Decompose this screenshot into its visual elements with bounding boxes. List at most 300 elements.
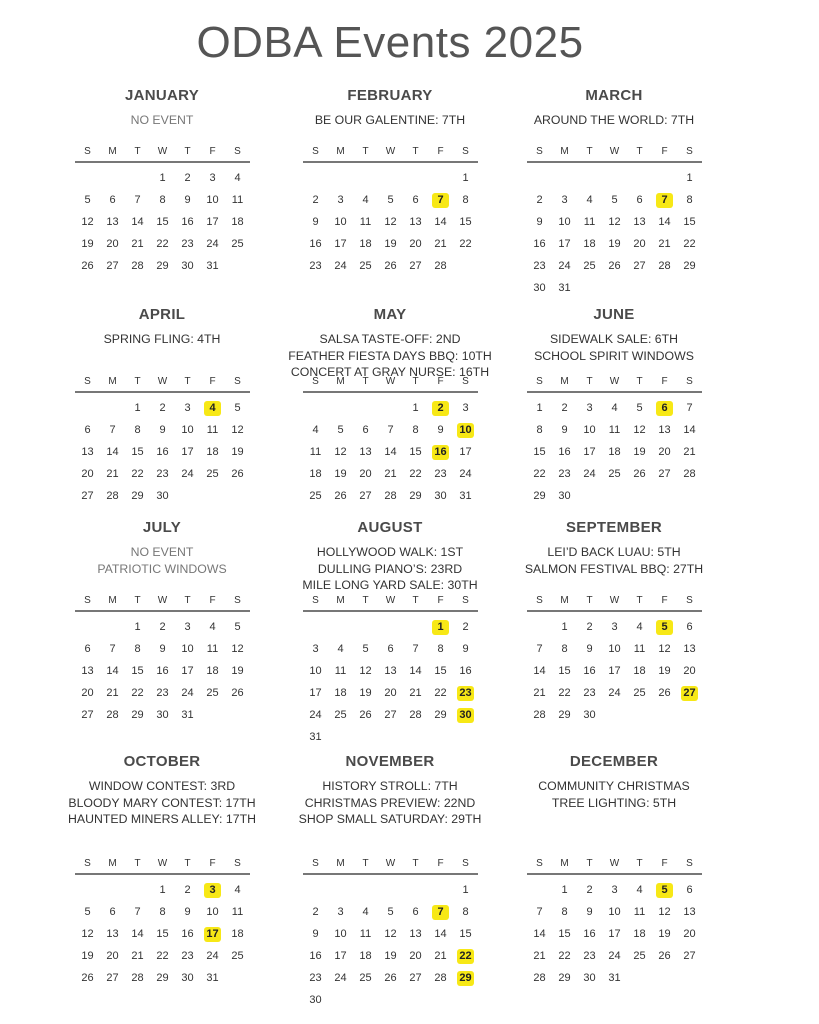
weekday-label: F [437, 376, 444, 387]
day-cell: 4 [234, 883, 241, 896]
day-cell: 6 [412, 193, 419, 206]
day-cell: 25 [334, 708, 347, 721]
day-cell: 4 [586, 193, 593, 206]
day-cell: 24 [334, 259, 347, 272]
day-cell: 15 [459, 927, 472, 940]
day-cell: 4 [312, 423, 319, 436]
day-cell: 4 [362, 905, 369, 918]
weekday-header [303, 144, 478, 160]
weekday-label: M [560, 376, 569, 387]
day-cell: 21 [533, 686, 546, 699]
day-cell: 15 [131, 664, 144, 677]
page-title: ODBA Events 2025 [196, 18, 584, 67]
day-cell: 25 [359, 971, 372, 984]
day-cell: 7 [109, 642, 116, 655]
empty-cell [125, 879, 150, 901]
weekday-header [75, 144, 250, 160]
day-cell: 17 [206, 215, 219, 228]
day-cell: 23 [156, 467, 169, 480]
day-cell: 24 [206, 949, 219, 962]
day-cell: 28 [131, 971, 144, 984]
day-cell: 6 [636, 193, 643, 206]
month-name: JULY [142, 519, 182, 536]
day-cell: 29 [434, 708, 447, 721]
empty-cell [353, 167, 378, 189]
day-cell: 4 [234, 171, 241, 184]
day-cell: 17 [181, 664, 194, 677]
month-events [276, 112, 504, 129]
day-cell: 12 [633, 423, 646, 436]
day-cell: 19 [633, 445, 646, 458]
day-cell: 19 [608, 237, 621, 250]
weekday-label: T [184, 595, 191, 606]
event-day-highlight: 22 [457, 949, 474, 964]
day-cell: 28 [131, 259, 144, 272]
day-cell: 17 [459, 445, 472, 458]
day-cell: 18 [206, 445, 219, 458]
weekday-header [303, 856, 478, 872]
event-day [652, 189, 677, 211]
weekday-label: F [209, 146, 216, 157]
day-cell: 20 [106, 237, 119, 250]
day-cell: 12 [608, 215, 621, 228]
day-cell: 27 [658, 467, 671, 480]
day-cell: 22 [459, 237, 472, 250]
day-cell: 31 [309, 730, 322, 743]
day-cell: 26 [231, 467, 244, 480]
day-cell: 20 [106, 949, 119, 962]
month-name: APRIL [138, 306, 186, 323]
weekday-label: T [362, 595, 369, 606]
day-cell: 28 [533, 708, 546, 721]
day-cell: 2 [184, 171, 191, 184]
day-cell: 9 [312, 927, 319, 940]
day-cell: 31 [181, 708, 194, 721]
day-cell: 29 [558, 708, 571, 721]
month-day-grid [303, 593, 478, 748]
day-cell: 26 [81, 971, 94, 984]
day-cell: 23 [583, 949, 596, 962]
day-cell: 6 [109, 193, 116, 206]
day-cell: 18 [309, 467, 322, 480]
event-line: CONCERT AT GRAY NURSE: 16TH [290, 365, 490, 379]
weekday-label: T [362, 146, 369, 157]
day-cell: 9 [184, 905, 191, 918]
weekday-label: S [312, 376, 319, 387]
day-cell: 1 [134, 620, 141, 633]
day-cell: 1 [159, 883, 166, 896]
day-cell: 19 [231, 664, 244, 677]
day-cell: 10 [608, 905, 621, 918]
day-cell: 3 [184, 401, 191, 414]
day-cell: 6 [84, 642, 91, 655]
month-events [500, 778, 728, 811]
day-cell: 28 [106, 708, 119, 721]
day-cell: 17 [309, 686, 322, 699]
day-cell: 5 [387, 193, 394, 206]
day-cell: 28 [434, 971, 447, 984]
day-cell: 25 [633, 949, 646, 962]
weekday-header [303, 593, 478, 609]
day-cell: 10 [558, 215, 571, 228]
weekday-label: S [536, 858, 543, 869]
event-day [453, 704, 478, 726]
event-line: COMMUNITY CHRISTMAS [538, 779, 690, 793]
day-cell: 21 [131, 237, 144, 250]
day-cell: 8 [686, 193, 693, 206]
day-cell: 24 [583, 467, 596, 480]
day-cell: 29 [683, 259, 696, 272]
empty-cell [378, 167, 403, 189]
day-cell: 14 [434, 215, 447, 228]
day-cell: 28 [106, 489, 119, 502]
day-cell: 14 [106, 445, 119, 458]
day-cell: 21 [106, 686, 119, 699]
day-cell: 6 [686, 620, 693, 633]
weekday-label: T [184, 146, 191, 157]
day-cell: 21 [533, 949, 546, 962]
weekday-label: T [412, 858, 419, 869]
day-cell: 31 [459, 489, 472, 502]
day-cell: 20 [384, 686, 397, 699]
event-line: HISTORY STROLL: 7TH [322, 779, 458, 793]
day-cell: 1 [462, 883, 469, 896]
weekday-label: F [661, 595, 668, 606]
day-cell: 28 [434, 259, 447, 272]
day-cell: 17 [558, 237, 571, 250]
day-cell: 22 [409, 467, 422, 480]
day-cell: 27 [106, 259, 119, 272]
empty-cell [378, 879, 403, 901]
month-events [48, 112, 276, 129]
day-cell: 27 [409, 971, 422, 984]
day-cell: 7 [109, 423, 116, 436]
day-cell: 14 [533, 927, 546, 940]
weekday-label: W [385, 595, 396, 606]
day-cell: 12 [384, 927, 397, 940]
day-cell: 2 [184, 883, 191, 896]
empty-cell [353, 397, 378, 419]
day-cell: 13 [81, 664, 94, 677]
day-cell: 11 [231, 193, 244, 206]
empty-cell [303, 616, 328, 638]
day-cell: 21 [434, 237, 447, 250]
day-cell: 26 [384, 259, 397, 272]
event-day [428, 441, 453, 463]
month-events [500, 544, 728, 577]
day-cell: 3 [184, 620, 191, 633]
day-cell: 7 [134, 905, 141, 918]
day-cell: 13 [633, 215, 646, 228]
day-cell: 11 [231, 905, 244, 918]
day-cell: 8 [134, 642, 141, 655]
day-cell: 27 [384, 708, 397, 721]
day-cell: 14 [131, 927, 144, 940]
weekday-label: M [336, 146, 345, 157]
weekday-label: S [686, 858, 693, 869]
empty-cell [303, 397, 328, 419]
day-cell: 13 [683, 642, 696, 655]
day-cell: 31 [558, 281, 571, 294]
day-cell: 10 [206, 193, 219, 206]
event-day [428, 397, 453, 419]
event-day-highlight: 16 [432, 445, 449, 460]
day-cell: 23 [309, 259, 322, 272]
day-cell: 3 [209, 171, 216, 184]
day-cell: 2 [159, 401, 166, 414]
weekday-label: S [312, 146, 319, 157]
day-cell: 16 [309, 237, 322, 250]
day-cell: 7 [134, 193, 141, 206]
header-divider [303, 873, 478, 875]
day-cell: 29 [409, 489, 422, 502]
weekday-label: F [209, 595, 216, 606]
event-day-highlight: 5 [656, 620, 673, 635]
day-cell: 22 [131, 686, 144, 699]
day-cell: 1 [561, 883, 568, 896]
day-cell: 12 [658, 642, 671, 655]
weekday-label: T [134, 146, 141, 157]
day-cell: 19 [334, 467, 347, 480]
day-cell: 20 [359, 467, 372, 480]
day-cell: 25 [608, 467, 621, 480]
event-day-highlight: 4 [204, 401, 221, 416]
weekday-label: M [108, 146, 117, 157]
weekday-label: M [336, 376, 345, 387]
weekday-label: T [586, 146, 593, 157]
day-cell: 28 [683, 467, 696, 480]
empty-cell [100, 397, 125, 419]
weekday-label: S [536, 146, 543, 157]
day-cell: 18 [206, 664, 219, 677]
event-line: SALSA TASTE-OFF: 2ND [319, 332, 461, 346]
day-cell: 5 [611, 193, 618, 206]
weekday-label: S [84, 146, 91, 157]
empty-cell [353, 879, 378, 901]
day-cell: 30 [558, 489, 571, 502]
day-cell: 28 [384, 489, 397, 502]
day-cell: 16 [156, 445, 169, 458]
weekday-label: T [636, 595, 643, 606]
day-cell: 13 [106, 927, 119, 940]
day-cell: 26 [658, 949, 671, 962]
day-cell: 5 [636, 401, 643, 414]
day-cell: 14 [409, 664, 422, 677]
day-cell: 2 [312, 193, 319, 206]
empty-cell [403, 616, 428, 638]
day-cell: 16 [558, 445, 571, 458]
day-cell: 6 [84, 423, 91, 436]
day-cell: 8 [159, 905, 166, 918]
weekday-label: S [84, 376, 91, 387]
day-cell: 18 [231, 927, 244, 940]
days [303, 879, 478, 1011]
day-cell: 25 [583, 259, 596, 272]
day-cell: 1 [134, 401, 141, 414]
day-cell: 15 [459, 215, 472, 228]
month-name: MARCH [585, 87, 643, 104]
weekday-header [303, 374, 478, 390]
weekday-label: S [234, 595, 241, 606]
day-cell: 4 [209, 620, 216, 633]
weekday-header [527, 593, 702, 609]
empty-cell [75, 167, 100, 189]
day-cell: 21 [434, 949, 447, 962]
month-name: FEBRUARY [347, 87, 433, 104]
day-cell: 25 [231, 237, 244, 250]
day-cell: 10 [309, 664, 322, 677]
day-cell: 3 [337, 193, 344, 206]
weekday-label: S [686, 146, 693, 157]
day-cell: 8 [134, 423, 141, 436]
weekday-label: F [437, 858, 444, 869]
month-day-grid [303, 856, 478, 1011]
day-cell: 29 [131, 489, 144, 502]
day-cell: 18 [608, 445, 621, 458]
weekday-label: T [362, 376, 369, 387]
day-cell: 20 [683, 927, 696, 940]
weekday-label: T [412, 376, 419, 387]
day-cell: 19 [658, 664, 671, 677]
day-cell: 28 [533, 971, 546, 984]
header-divider [303, 610, 478, 612]
event-day-highlight: 23 [457, 686, 474, 701]
month-december [500, 752, 728, 1012]
day-cell: 22 [131, 467, 144, 480]
day-cell: 18 [231, 215, 244, 228]
event-day [428, 901, 453, 923]
event-day-highlight: 3 [204, 883, 221, 898]
day-cell: 2 [561, 401, 568, 414]
day-cell: 8 [437, 642, 444, 655]
day-cell: 23 [583, 686, 596, 699]
month-events [276, 544, 504, 594]
day-cell: 1 [159, 171, 166, 184]
day-cell: 30 [583, 971, 596, 984]
event-day-highlight: 30 [457, 708, 474, 723]
weekday-label: F [661, 146, 668, 157]
event-day-highlight: 10 [457, 423, 474, 438]
day-cell: 12 [231, 642, 244, 655]
month-day-grid [527, 856, 702, 989]
header-divider [303, 161, 478, 163]
event-line: BE OUR GALENTINE: 7TH [314, 113, 466, 127]
weekday-label: S [234, 376, 241, 387]
day-cell: 5 [362, 642, 369, 655]
day-cell: 6 [412, 905, 419, 918]
day-cell: 2 [462, 620, 469, 633]
event-line: WINDOW CONTEST: 3RD [88, 779, 236, 793]
day-cell: 4 [362, 193, 369, 206]
days [75, 879, 250, 989]
days [75, 616, 250, 726]
empty-cell [100, 616, 125, 638]
weekday-label: F [661, 858, 668, 869]
day-cell: 8 [412, 423, 419, 436]
weekday-label: W [157, 858, 168, 869]
month-august [276, 518, 504, 778]
day-cell: 10 [334, 215, 347, 228]
day-cell: 23 [156, 686, 169, 699]
weekday-label: T [184, 858, 191, 869]
weekday-label: T [184, 376, 191, 387]
day-cell: 8 [561, 905, 568, 918]
day-cell: 29 [156, 971, 169, 984]
weekday-label: F [209, 376, 216, 387]
day-cell: 23 [181, 949, 194, 962]
day-cell: 3 [611, 620, 618, 633]
empty-cell [627, 167, 652, 189]
month-events [500, 331, 728, 364]
day-cell: 23 [181, 237, 194, 250]
day-cell: 14 [131, 215, 144, 228]
weekday-label: T [134, 595, 141, 606]
day-cell: 3 [337, 905, 344, 918]
day-cell: 3 [586, 401, 593, 414]
day-cell: 14 [384, 445, 397, 458]
weekday-header [527, 144, 702, 160]
day-cell: 19 [384, 237, 397, 250]
month-day-grid [527, 144, 702, 299]
weekday-label: S [536, 376, 543, 387]
day-cell: 14 [533, 664, 546, 677]
day-cell: 8 [159, 193, 166, 206]
day-cell: 2 [312, 905, 319, 918]
month-day-grid [303, 144, 478, 277]
day-cell: 9 [586, 905, 593, 918]
day-cell: 25 [231, 949, 244, 962]
weekday-label: S [462, 376, 469, 387]
event-day [652, 397, 677, 419]
day-cell: 7 [536, 642, 543, 655]
day-cell: 1 [412, 401, 419, 414]
day-cell: 24 [309, 708, 322, 721]
weekday-label: S [234, 858, 241, 869]
day-cell: 3 [561, 193, 568, 206]
weekday-label: T [636, 376, 643, 387]
day-cell: 21 [131, 949, 144, 962]
weekday-label: F [437, 595, 444, 606]
day-cell: 16 [583, 664, 596, 677]
day-cell: 17 [334, 237, 347, 250]
day-cell: 26 [81, 259, 94, 272]
day-cell: 9 [586, 642, 593, 655]
day-cell: 14 [683, 423, 696, 436]
event-line: SIDEWALK SALE: 6TH [549, 332, 679, 346]
day-cell: 27 [81, 489, 94, 502]
day-cell: 15 [434, 664, 447, 677]
weekday-label: M [560, 858, 569, 869]
weekday-label: S [462, 858, 469, 869]
weekday-label: S [84, 858, 91, 869]
day-cell: 21 [384, 467, 397, 480]
weekday-label: S [84, 595, 91, 606]
month-events [48, 778, 276, 828]
day-cell: 13 [683, 905, 696, 918]
weekday-label: W [385, 858, 396, 869]
day-cell: 22 [533, 467, 546, 480]
weekday-label: W [609, 858, 620, 869]
day-cell: 18 [633, 927, 646, 940]
day-cell: 16 [181, 215, 194, 228]
day-cell: 27 [633, 259, 646, 272]
event-day [200, 879, 225, 901]
day-cell: 6 [686, 883, 693, 896]
weekday-label: S [312, 595, 319, 606]
month-events [48, 544, 276, 577]
day-cell: 24 [608, 686, 621, 699]
day-cell: 27 [81, 708, 94, 721]
